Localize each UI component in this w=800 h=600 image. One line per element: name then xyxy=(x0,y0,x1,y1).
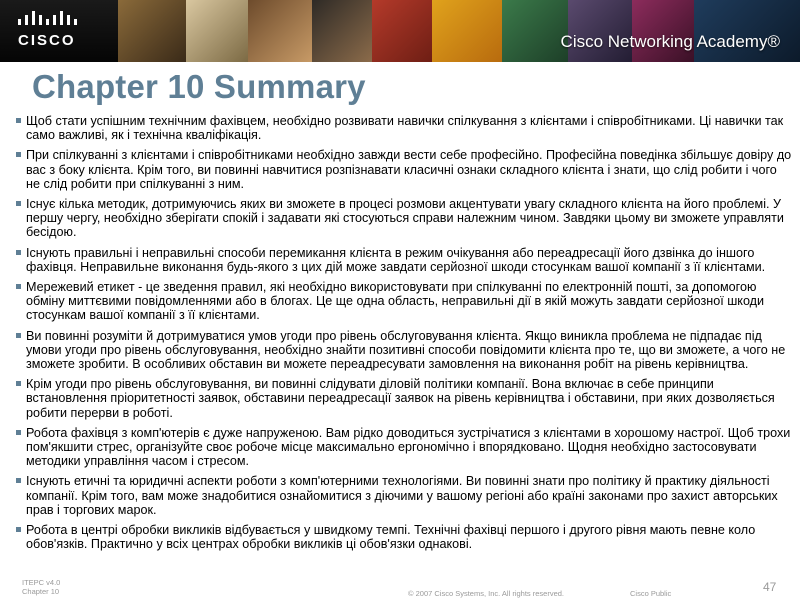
footer-copyright: © 2007 Cisco Systems, Inc. All rights reserved. xyxy=(408,589,565,598)
bullet-text: Щоб стати успішним технічним фахівцем, необхідно розвивати навички спілкування з клієнтами і співробітниками. Ці навички так само важливі, як і технічна кваліфікація. xyxy=(26,114,784,143)
page-number: 47 xyxy=(763,580,777,594)
banner-photo xyxy=(568,0,632,62)
list-item xyxy=(12,280,792,323)
list-item xyxy=(12,329,792,372)
list-item xyxy=(12,197,792,240)
bullet-marker xyxy=(12,527,26,532)
list-item xyxy=(12,474,792,517)
header-banner xyxy=(0,0,800,62)
banner-photo xyxy=(502,0,568,62)
academy-title: Cisco Networking Academy® xyxy=(560,32,780,51)
bullet-marker xyxy=(12,250,26,255)
bullet-text: При спілкуванні з клієнтами і співробітниками необхідно завжди вести себе професійно. Професійна поведінка збільшує довіру до вас з боку клієнта. Крім того, ви повинні навчитися розпізнавати класичні ознаки складного клієнта і знати, що слід робити і чого не слід робити при спілкуванні з ним. xyxy=(26,148,792,191)
footer-course-info xyxy=(22,578,60,596)
bullet-text: Існують правильні і неправильні способи перемикання клієнта в режим очікування або переадресації його дзвінка до іншого фахівця. Неправильне виконання будь-якого з цих дій може завдати серйозної шкоди стосункам вашої компанії з її клієнтами. xyxy=(26,245,766,274)
banner-photo xyxy=(186,0,248,62)
bullet-marker xyxy=(12,381,26,386)
bullet-marker xyxy=(12,152,26,157)
banner-photo xyxy=(118,0,186,62)
bullet-marker xyxy=(12,201,26,206)
bullet-text: Існує кілька методик, дотримуючись яких ви зможете в процесі розмови акцентувати увагу складного клієнта на його проблемі. У першу чергу, необхідно зберігати спокій і задавати які стосуються справи належним чином. Завдяки цьому ви зможете управляти бесідою. xyxy=(26,197,784,240)
bullet-text: Існують етичні та юридичні аспекти роботи з комп'ютерними технологіями. Ви повинні знати про політику й практику діяльності компанії. Крім того, вам може знадобитися ознайомитися з діючими у вашому регіоні або країні законами про захист авторських прав і торгових марок. xyxy=(26,474,778,517)
list-item xyxy=(12,148,792,191)
bullet-marker xyxy=(12,478,26,483)
bullet-text: Крім угоди про рівень обслуговування, ви повинні слідувати діловій політики компанії. Вона включає в себе принципи встановлення пріоритетності заявок, обставини переадресації заявок на рівень керівництва і обставини, при яких дозволяється робити перерви в роботі. xyxy=(26,377,775,420)
summary-list xyxy=(12,114,792,557)
banner-photo xyxy=(694,0,800,62)
banner-photo xyxy=(632,0,694,62)
banner-photo xyxy=(372,0,432,62)
list-item xyxy=(12,114,792,142)
cisco-logo-text: CISCO xyxy=(18,32,76,49)
page-title: Chapter 10 Summary xyxy=(32,68,366,105)
list-item xyxy=(12,377,792,420)
footer-classification: Cisco Public xyxy=(630,589,672,598)
bullet-marker xyxy=(12,118,26,123)
list-item xyxy=(12,246,792,274)
bullet-marker xyxy=(12,430,26,435)
banner-photo xyxy=(248,0,312,62)
list-item xyxy=(12,523,792,551)
banner-photo-collage xyxy=(118,0,800,62)
bullet-text: Ви повинні розуміти й дотримуватися умов угоди про рівень обслуговування клієнта. Якщо виникла проблема не підпадає під умови угоди про рівень обслуговування, необхідно знайти позитивні способи повідомити клієнта про те, що ви зможете, а чого не зможете зробити. В особливих обставин ви можете переадресувати замовлення на виконання робіт на рівень керівництва. xyxy=(26,328,786,372)
footer-course: ITEPC v4.0 xyxy=(22,578,61,587)
bullet-text: Робота фахівця з комп'ютерів є дуже напруженою. Вам рідко доводиться зустрічатися з клієнтами в хорошому настрої. Щоб трохи пом'якшити стрес, організуйте своє робоче місце максимально ергономічно і впорядковано. Щодня необхідно застосовувати методики управління часом і стресом. xyxy=(26,425,791,469)
bullet-marker xyxy=(12,284,26,289)
cisco-bridge-icon xyxy=(18,10,88,28)
list-item xyxy=(12,426,792,469)
banner-photo xyxy=(432,0,502,62)
footer-chapter: Chapter 10 xyxy=(22,587,60,596)
bullet-marker xyxy=(12,333,26,338)
cisco-logo xyxy=(0,0,118,62)
bullet-text: Мережевий етикет - це зведення правил, які необхідно використовувати при спілкуванні по електронній пошті, за допомогою обміну миттєвими повідомленнями або в блогах. Це ще одна область, неправильні дії в якій можуть завдати серйозної шкоди стосункам вашої компанії з її клієнтами. xyxy=(26,280,765,323)
banner-photo xyxy=(312,0,372,62)
bullet-text: Робота в центрі обробки викликів відбувається у швидкому темпі. Технічні фахівці першого і другого рівня мають певне коло обов'язків. Практично у всіх центрах обробки викликів ці обов'язки однакові. xyxy=(26,523,756,552)
